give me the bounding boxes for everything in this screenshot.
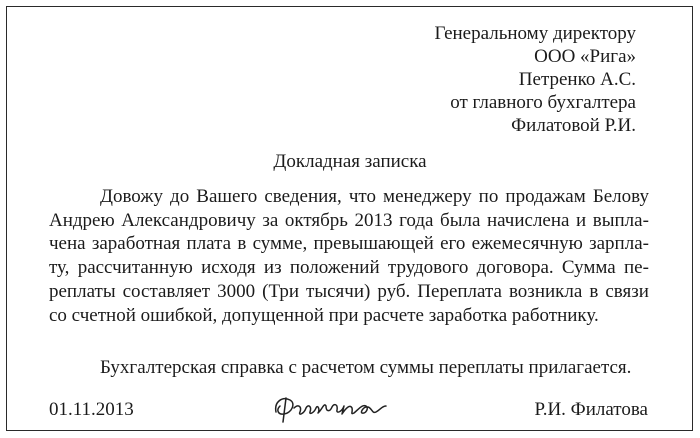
addressee-block bbox=[435, 22, 636, 137]
addressee-position: Генеральному директору bbox=[434, 23, 636, 44]
body-line: чена заработная плата в сумме, превышающей его ежемесячную зарпла- bbox=[49, 233, 649, 255]
sender-position: от главного бухгалтера bbox=[450, 92, 636, 113]
body-line: Андрею Александровичу за октябрь 2013 года была начислена и выпла- bbox=[49, 209, 649, 231]
document-title: Докладная записка bbox=[273, 151, 427, 172]
addressee-name: Петренко А.С. bbox=[518, 69, 636, 90]
sender-name: Филатовой Р.И. bbox=[511, 115, 636, 136]
memo-body bbox=[49, 185, 649, 327]
body-line: ту, рассчитанную исходя из положений трудового договора. Сумма пе- bbox=[49, 257, 649, 279]
body-line: со счетной ошибкой, допущенной при расчете заработка работнику. bbox=[49, 304, 599, 326]
addressee-company: ООО «Рига» bbox=[534, 46, 636, 67]
body-line: реплаты составляет 3000 (Три тысячи) руб. Переплата возникла в связи bbox=[49, 280, 649, 302]
signer-name: Р.И. Филатова bbox=[534, 399, 648, 420]
body-line: Довожу до Вашего сведения, что менеджеру по продажам Белову bbox=[100, 186, 649, 207]
document-date: 01.11.2013 bbox=[49, 399, 134, 420]
handwritten-signature bbox=[268, 388, 398, 428]
attachment-note: Бухгалтерская справка с расчетом суммы переплаты прилагается. bbox=[100, 357, 632, 378]
